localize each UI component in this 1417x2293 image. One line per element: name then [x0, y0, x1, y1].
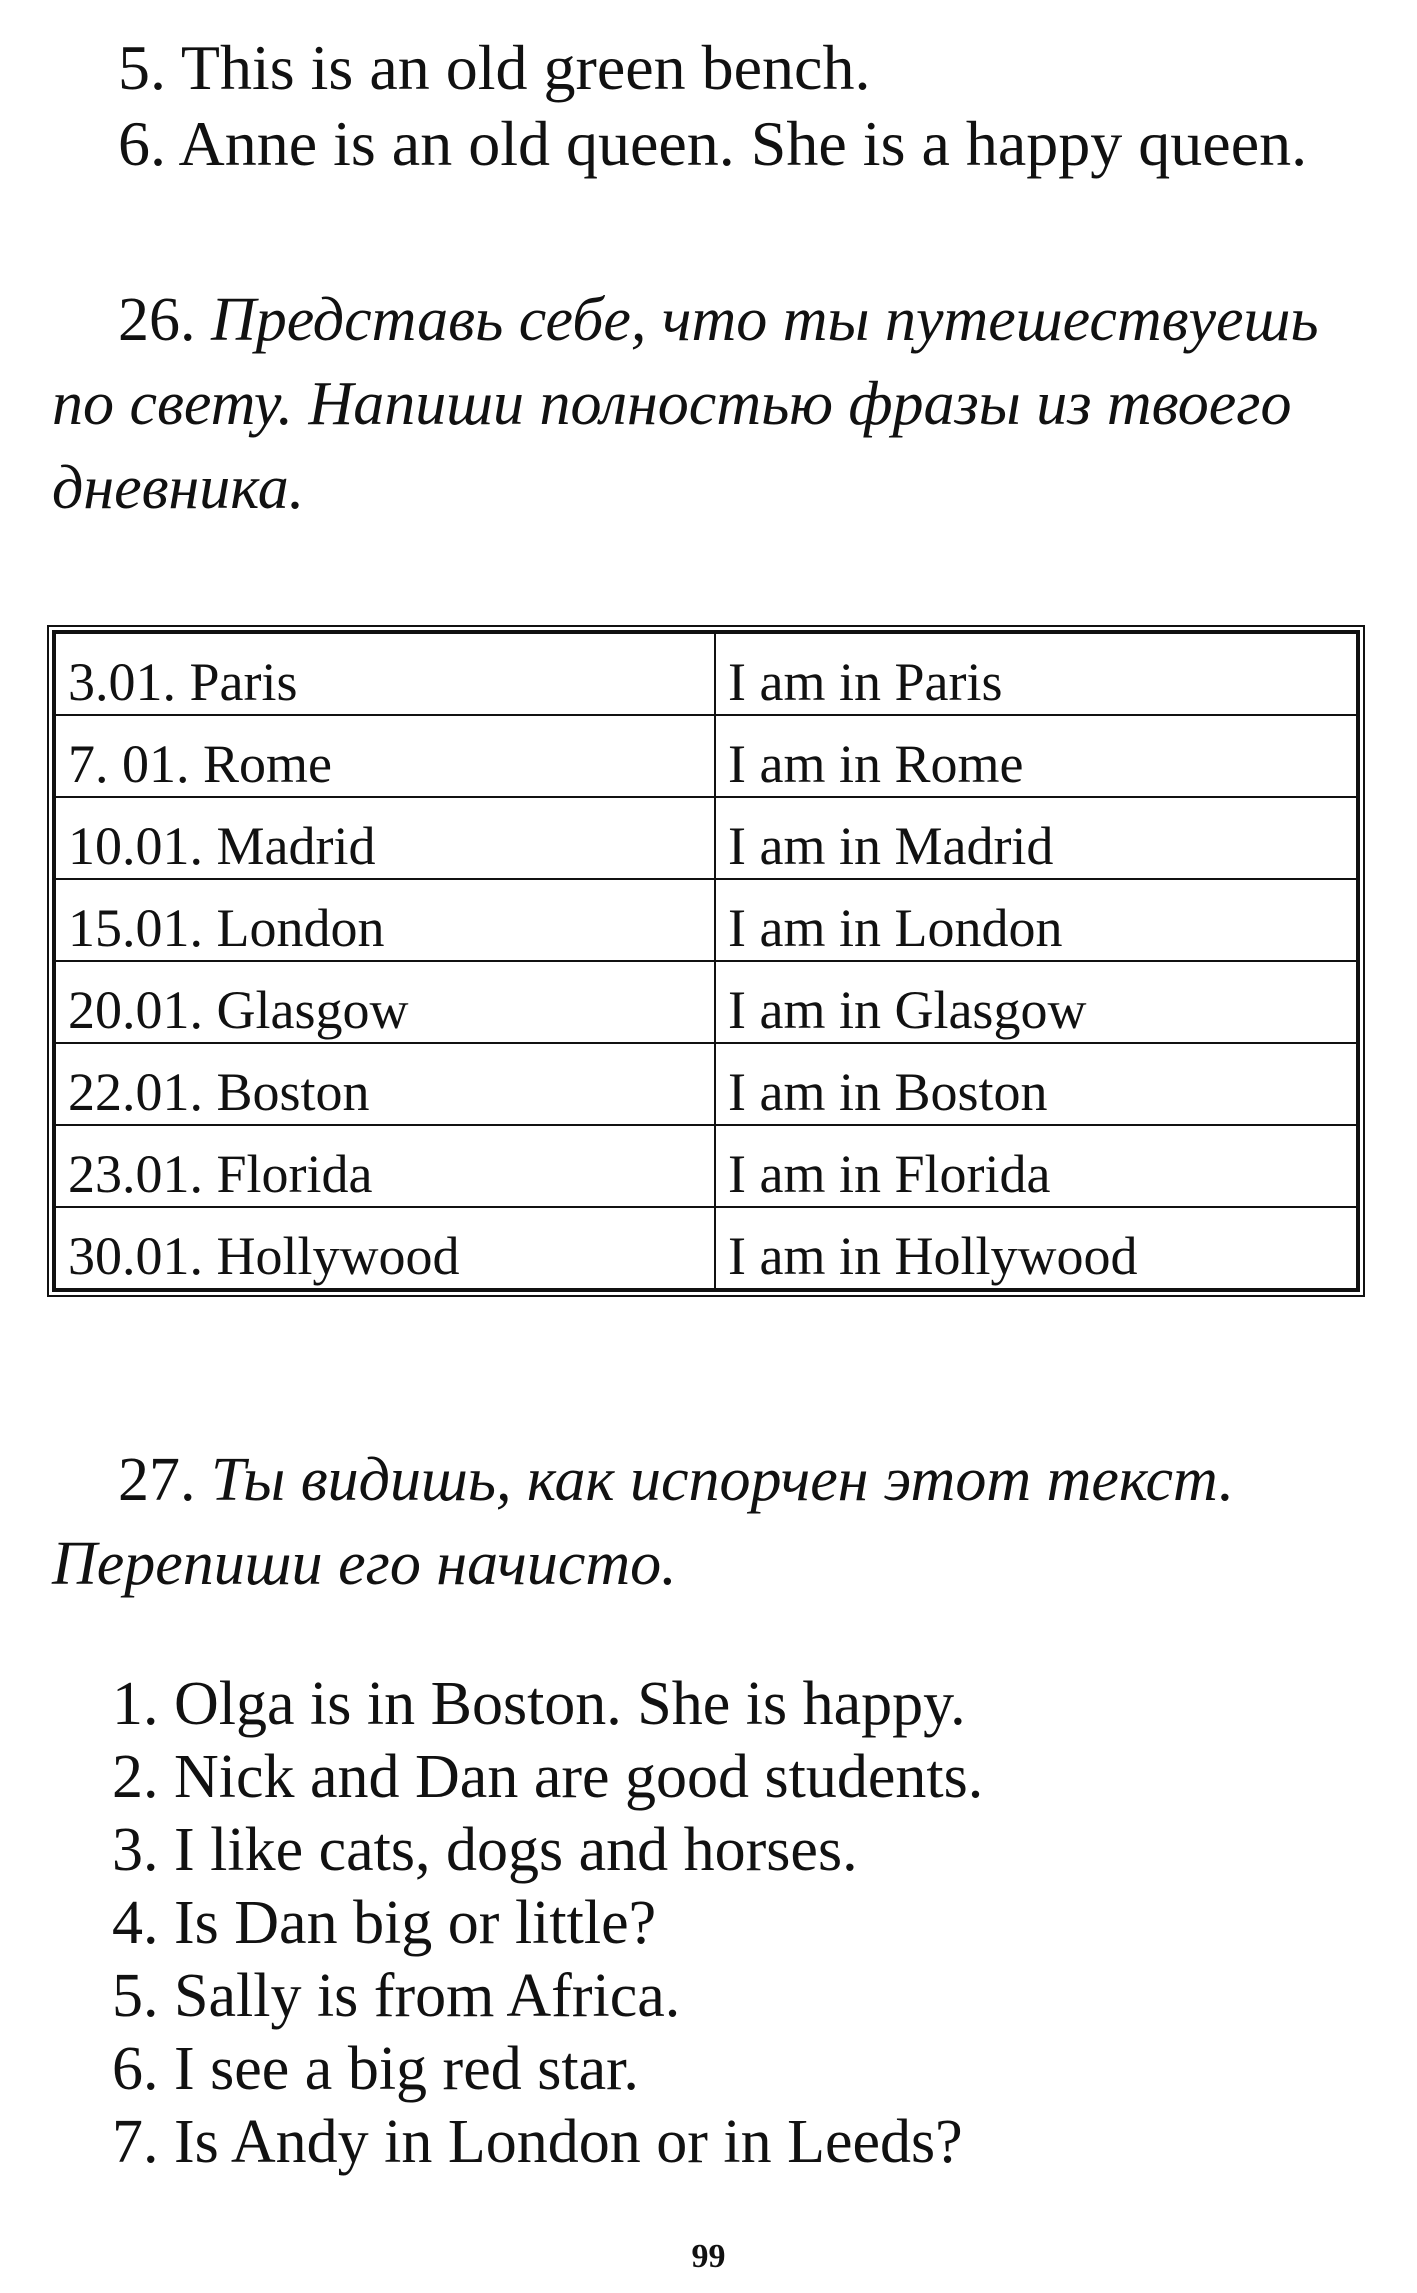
answer-line: 5. This is an old green bench.: [118, 32, 871, 103]
sentence-cell: I am in Hollywood: [715, 1207, 1358, 1290]
table-row: [54, 1207, 1358, 1290]
list-item: 5. Sally is from Africa.: [112, 1962, 681, 2030]
sentence-cell: I am in Madrid: [715, 797, 1358, 879]
date-place-cell: 20.01. Glasgow: [54, 961, 715, 1043]
table-row: [54, 1125, 1358, 1207]
date-place-cell: 3.01. Paris: [54, 632, 715, 715]
date-place-cell: 22.01. Boston: [54, 1043, 715, 1125]
instruction-text: Ты видишь, как испорчен этот текст.: [211, 1446, 1235, 1514]
list-item: 1. Olga is in Boston. She is happy.: [112, 1670, 966, 1738]
previous-exercise-answers: [118, 30, 1307, 182]
list-item: 6. I see a big red star.: [112, 2035, 639, 2103]
date-place-cell: 23.01. Florida: [54, 1125, 715, 1207]
sentence-cell: I am in Boston: [715, 1043, 1358, 1125]
instruction-text: Представь себе, что ты путешествуешь: [211, 286, 1319, 354]
table-row: [54, 797, 1358, 879]
date-place-cell: 7. 01. Rome: [54, 715, 715, 797]
exercise-number: 27.: [118, 1446, 196, 1514]
diary-table: [52, 630, 1360, 1292]
exercise-27: [52, 1438, 1372, 1606]
sentence-cell: I am in Glasgow: [715, 961, 1358, 1043]
answer-line: 6. Anne is an old queen. She is a happy queen.: [118, 108, 1308, 179]
page-number: 99: [691, 2238, 726, 2275]
list-item: 2. Nick and Dan are good students.: [112, 1743, 984, 1811]
list-item: 4. Is Dan big or little?: [112, 1889, 657, 1957]
table-row: [54, 961, 1358, 1043]
date-place-cell: 30.01. Hollywood: [54, 1207, 715, 1290]
sentence-cell: I am in Paris: [715, 632, 1358, 715]
instruction-text: Перепиши его начисто.: [52, 1530, 677, 1598]
sentence-cell: I am in Rome: [715, 715, 1358, 797]
list-item: 3. I like cats, dogs and horses.: [112, 1816, 858, 1884]
exercise-26: [52, 278, 1372, 530]
instruction-text: дневника.: [52, 454, 305, 522]
list-item: 7. Is Andy in London or in Leeds?: [112, 2108, 963, 2176]
date-place-cell: 15.01. London: [54, 879, 715, 961]
exercise-number: 26.: [118, 286, 196, 354]
date-place-cell: 10.01. Madrid: [54, 797, 715, 879]
corrected-sentences: [112, 1668, 983, 2179]
table-row: [54, 879, 1358, 961]
table-row: [54, 632, 1358, 715]
table-row: [54, 715, 1358, 797]
sentence-cell: I am in Florida: [715, 1125, 1358, 1207]
instruction-text: по свету. Напиши полностью фразы из твоего: [52, 370, 1292, 438]
sentence-cell: I am in London: [715, 879, 1358, 961]
table-row: [54, 1043, 1358, 1125]
